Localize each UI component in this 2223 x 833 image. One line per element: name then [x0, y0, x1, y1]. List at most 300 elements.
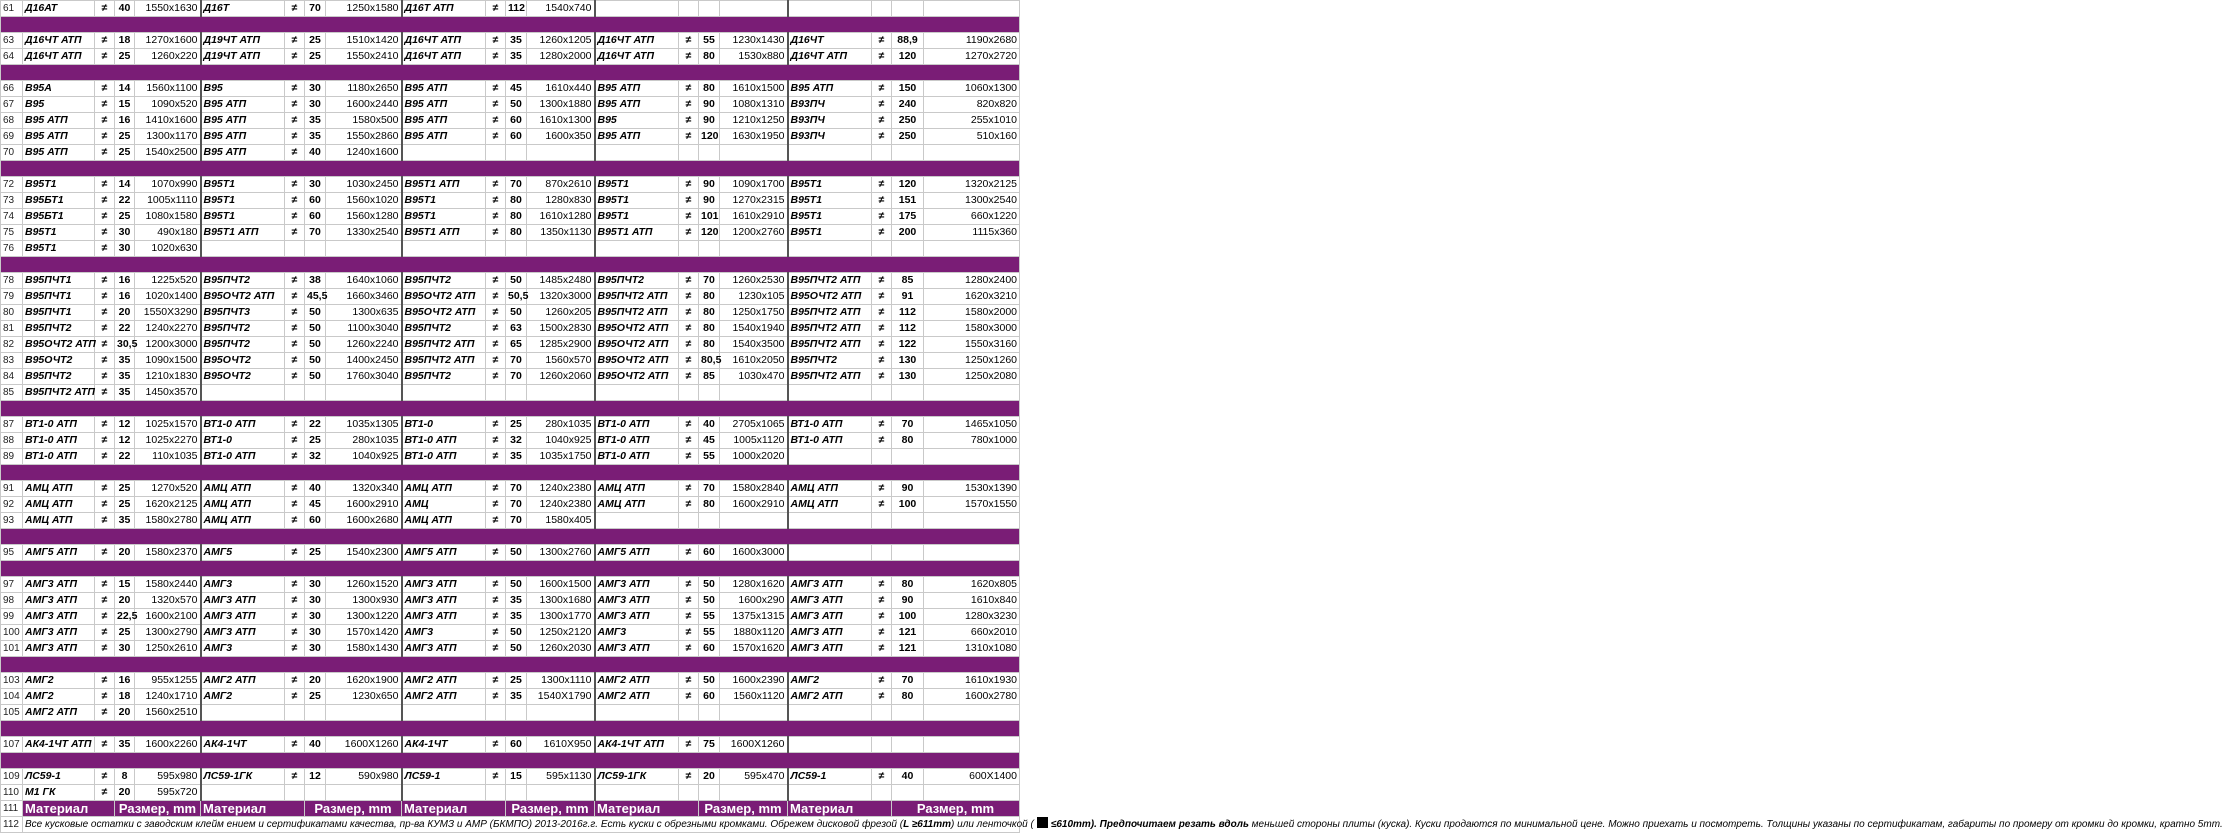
size-cell[interactable]: 1025x2270: [135, 433, 201, 449]
not-equal-sign[interactable]: ≠: [285, 689, 305, 705]
thickness-cell[interactable]: 60: [305, 209, 326, 225]
thickness-cell[interactable]: 112: [892, 305, 924, 321]
material-cell[interactable]: В95: [23, 97, 95, 113]
size-cell[interactable]: 1580x3000: [924, 321, 1020, 337]
thickness-cell[interactable]: 50: [506, 273, 527, 289]
row-number[interactable]: 75: [1, 225, 23, 241]
material-cell[interactable]: Д16ЧТ АТП: [23, 49, 95, 65]
not-equal-sign[interactable]: ≠: [872, 689, 892, 705]
thickness-cell[interactable]: 240: [892, 97, 924, 113]
not-equal-sign[interactable]: ≠: [486, 97, 506, 113]
thickness-cell[interactable]: [305, 785, 326, 801]
size-cell[interactable]: 1540x740: [527, 1, 595, 17]
size-cell[interactable]: 1465x1050: [924, 417, 1020, 433]
material-cell[interactable]: [788, 449, 872, 465]
material-cell[interactable]: АМЦ АТП: [595, 481, 679, 497]
material-cell[interactable]: В95Т1: [23, 241, 95, 257]
not-equal-sign[interactable]: ≠: [285, 225, 305, 241]
not-equal-sign[interactable]: ≠: [679, 417, 699, 433]
thickness-cell[interactable]: 18: [115, 689, 135, 705]
thickness-cell[interactable]: 90: [699, 97, 720, 113]
thickness-cell[interactable]: [305, 705, 326, 721]
thickness-cell[interactable]: [699, 705, 720, 721]
material-cell[interactable]: АМЦ АТП: [23, 497, 95, 513]
row-number[interactable]: 89: [1, 449, 23, 465]
thickness-cell[interactable]: 50: [506, 625, 527, 641]
size-cell[interactable]: [924, 385, 1020, 401]
size-cell[interactable]: 1610x1500: [720, 81, 788, 97]
thickness-cell[interactable]: 85: [699, 369, 720, 385]
material-cell[interactable]: ЛС59-1: [402, 769, 486, 785]
size-cell[interactable]: 1035x1305: [326, 417, 402, 433]
not-equal-sign[interactable]: ≠: [679, 177, 699, 193]
row-number[interactable]: 112: [1, 817, 23, 833]
not-equal-sign[interactable]: [486, 705, 506, 721]
thickness-cell[interactable]: 100: [892, 609, 924, 625]
row-number[interactable]: 111: [1, 801, 23, 817]
thickness-cell[interactable]: 35: [115, 737, 135, 753]
thickness-cell[interactable]: [699, 145, 720, 161]
thickness-cell[interactable]: 100: [892, 497, 924, 513]
thickness-cell[interactable]: 35: [506, 49, 527, 65]
not-equal-sign[interactable]: ≠: [285, 289, 305, 305]
not-equal-sign[interactable]: ≠: [872, 609, 892, 625]
material-cell[interactable]: [788, 785, 872, 801]
size-cell[interactable]: [527, 241, 595, 257]
thickness-cell[interactable]: 22: [305, 417, 326, 433]
material-cell[interactable]: В95ПЧТ3: [201, 305, 285, 321]
thickness-cell[interactable]: 16: [115, 273, 135, 289]
header-size[interactable]: Размер, mm: [699, 801, 788, 817]
thickness-cell[interactable]: 80: [699, 337, 720, 353]
size-cell[interactable]: [720, 385, 788, 401]
not-equal-sign[interactable]: [285, 385, 305, 401]
header-size[interactable]: Размер, mm: [506, 801, 595, 817]
not-equal-sign[interactable]: [486, 785, 506, 801]
material-cell[interactable]: [788, 513, 872, 529]
not-equal-sign[interactable]: ≠: [486, 673, 506, 689]
thickness-cell[interactable]: [506, 145, 527, 161]
not-equal-sign[interactable]: [679, 785, 699, 801]
size-cell[interactable]: 1600x2390: [720, 673, 788, 689]
not-equal-sign[interactable]: ≠: [872, 225, 892, 241]
size-cell[interactable]: 1610x2050: [720, 353, 788, 369]
material-cell[interactable]: [201, 241, 285, 257]
material-cell[interactable]: В95 АТП: [23, 145, 95, 161]
thickness-cell[interactable]: 35: [305, 113, 326, 129]
not-equal-sign[interactable]: ≠: [486, 113, 506, 129]
not-equal-sign[interactable]: ≠: [486, 609, 506, 625]
material-cell[interactable]: [595, 241, 679, 257]
not-equal-sign[interactable]: ≠: [486, 769, 506, 785]
size-cell[interactable]: 1660x3460: [326, 289, 402, 305]
material-cell[interactable]: В95Т1 АТП: [402, 177, 486, 193]
thickness-cell[interactable]: 30: [305, 177, 326, 193]
not-equal-sign[interactable]: ≠: [95, 97, 115, 113]
thickness-cell[interactable]: 122: [892, 337, 924, 353]
size-cell[interactable]: 1280x1620: [720, 577, 788, 593]
material-cell[interactable]: В95: [201, 81, 285, 97]
row-number[interactable]: 73: [1, 193, 23, 209]
thickness-cell[interactable]: 35: [115, 369, 135, 385]
material-cell[interactable]: В95ПЧТ1: [23, 273, 95, 289]
size-cell[interactable]: 1250x2120: [527, 625, 595, 641]
material-cell[interactable]: АМГ2: [201, 689, 285, 705]
size-cell[interactable]: [924, 449, 1020, 465]
material-cell[interactable]: ВТ1-0 АТП: [201, 417, 285, 433]
not-equal-sign[interactable]: ≠: [95, 417, 115, 433]
not-equal-sign[interactable]: ≠: [285, 97, 305, 113]
size-cell[interactable]: 1600x290: [720, 593, 788, 609]
size-cell[interactable]: 1550X3290: [135, 305, 201, 321]
material-cell[interactable]: [402, 705, 486, 721]
size-cell[interactable]: 1030x470: [720, 369, 788, 385]
not-equal-sign[interactable]: ≠: [95, 737, 115, 753]
thickness-cell[interactable]: 90: [699, 113, 720, 129]
thickness-cell[interactable]: 121: [892, 641, 924, 657]
not-equal-sign[interactable]: ≠: [285, 737, 305, 753]
material-cell[interactable]: В95Т1 АТП: [201, 225, 285, 241]
size-cell[interactable]: 1300x1680: [527, 593, 595, 609]
material-cell[interactable]: АМЦ АТП: [201, 497, 285, 513]
material-cell[interactable]: ВТ1-0 АТП: [788, 417, 872, 433]
size-cell[interactable]: 590x980: [326, 769, 402, 785]
thickness-cell[interactable]: 30,5: [115, 337, 135, 353]
size-cell[interactable]: 1570x1620: [720, 641, 788, 657]
thickness-cell[interactable]: 38: [305, 273, 326, 289]
material-cell[interactable]: В95ОЧТ2 АТП: [595, 321, 679, 337]
size-cell[interactable]: 1550x3160: [924, 337, 1020, 353]
not-equal-sign[interactable]: [285, 705, 305, 721]
not-equal-sign[interactable]: [679, 705, 699, 721]
material-cell[interactable]: В95ОЧТ2 АТП: [595, 353, 679, 369]
thickness-cell[interactable]: 50: [305, 337, 326, 353]
size-cell[interactable]: 660x1220: [924, 209, 1020, 225]
thickness-cell[interactable]: 25: [115, 49, 135, 65]
material-cell[interactable]: АМГ3 АТП: [595, 577, 679, 593]
size-cell[interactable]: 1080x1580: [135, 209, 201, 225]
material-cell[interactable]: АМГ3 АТП: [595, 609, 679, 625]
size-cell[interactable]: 1115x360: [924, 225, 1020, 241]
not-equal-sign[interactable]: ≠: [679, 113, 699, 129]
thickness-cell[interactable]: 60: [305, 193, 326, 209]
size-cell[interactable]: 1880x1120: [720, 625, 788, 641]
material-cell[interactable]: [788, 241, 872, 257]
not-equal-sign[interactable]: [872, 785, 892, 801]
size-cell[interactable]: [924, 705, 1020, 721]
not-equal-sign[interactable]: ≠: [486, 545, 506, 561]
not-equal-sign[interactable]: ≠: [679, 545, 699, 561]
thickness-cell[interactable]: 50: [305, 369, 326, 385]
material-cell[interactable]: АМГ3: [201, 641, 285, 657]
not-equal-sign[interactable]: [285, 241, 305, 257]
size-cell[interactable]: 1540x3500: [720, 337, 788, 353]
row-number[interactable]: 92: [1, 497, 23, 513]
thickness-cell[interactable]: 80: [892, 433, 924, 449]
not-equal-sign[interactable]: ≠: [95, 433, 115, 449]
thickness-cell[interactable]: 85: [892, 273, 924, 289]
thickness-cell[interactable]: [892, 545, 924, 561]
not-equal-sign[interactable]: ≠: [95, 225, 115, 241]
thickness-cell[interactable]: 50: [506, 577, 527, 593]
row-number[interactable]: 68: [1, 113, 23, 129]
not-equal-sign[interactable]: ≠: [95, 289, 115, 305]
size-cell[interactable]: 1620x1900: [326, 673, 402, 689]
size-cell[interactable]: 1580x2440: [135, 577, 201, 593]
size-cell[interactable]: 1610x840: [924, 593, 1020, 609]
thickness-cell[interactable]: 250: [892, 113, 924, 129]
material-cell[interactable]: [402, 385, 486, 401]
thickness-cell[interactable]: 35: [506, 593, 527, 609]
not-equal-sign[interactable]: ≠: [679, 49, 699, 65]
thickness-cell[interactable]: 60: [699, 641, 720, 657]
material-cell[interactable]: АМГ2 АТП: [595, 689, 679, 705]
row-number[interactable]: 81: [1, 321, 23, 337]
thickness-cell[interactable]: 20: [305, 673, 326, 689]
not-equal-sign[interactable]: ≠: [872, 81, 892, 97]
not-equal-sign[interactable]: ≠: [679, 225, 699, 241]
material-cell[interactable]: В95Т1: [201, 209, 285, 225]
material-cell[interactable]: ВТ1-0 АТП: [201, 449, 285, 465]
not-equal-sign[interactable]: ≠: [872, 305, 892, 321]
size-cell[interactable]: 1260x2060: [527, 369, 595, 385]
thickness-cell[interactable]: 20: [699, 769, 720, 785]
not-equal-sign[interactable]: ≠: [872, 97, 892, 113]
not-equal-sign[interactable]: ≠: [486, 33, 506, 49]
size-cell[interactable]: 1570x1420: [326, 625, 402, 641]
material-cell[interactable]: В95ОЧТ2 АТП: [402, 305, 486, 321]
material-cell[interactable]: АМГ3 АТП: [788, 593, 872, 609]
not-equal-sign[interactable]: ≠: [285, 113, 305, 129]
thickness-cell[interactable]: 50,5: [506, 289, 527, 305]
not-equal-sign[interactable]: [872, 737, 892, 753]
size-cell[interactable]: 1270x2720: [924, 49, 1020, 65]
not-equal-sign[interactable]: ≠: [872, 369, 892, 385]
not-equal-sign[interactable]: ≠: [679, 433, 699, 449]
not-equal-sign[interactable]: ≠: [872, 177, 892, 193]
not-equal-sign[interactable]: ≠: [486, 369, 506, 385]
thickness-cell[interactable]: 121: [892, 625, 924, 641]
size-cell[interactable]: 1610X950: [527, 737, 595, 753]
material-cell[interactable]: ЛС59-1: [23, 769, 95, 785]
material-cell[interactable]: АМГ2 АТП: [595, 673, 679, 689]
thickness-cell[interactable]: 30: [115, 225, 135, 241]
thickness-cell[interactable]: 15: [115, 97, 135, 113]
size-cell[interactable]: 1610x1930: [924, 673, 1020, 689]
not-equal-sign[interactable]: ≠: [285, 769, 305, 785]
size-cell[interactable]: 1090x520: [135, 97, 201, 113]
header-material[interactable]: Материал: [23, 801, 115, 817]
material-cell[interactable]: [402, 785, 486, 801]
thickness-cell[interactable]: [892, 513, 924, 529]
not-equal-sign[interactable]: ≠: [872, 641, 892, 657]
thickness-cell[interactable]: 12: [115, 433, 135, 449]
row-number[interactable]: 103: [1, 673, 23, 689]
not-equal-sign[interactable]: ≠: [679, 289, 699, 305]
not-equal-sign[interactable]: ≠: [679, 481, 699, 497]
material-cell[interactable]: [788, 737, 872, 753]
size-cell[interactable]: 1600X1260: [326, 737, 402, 753]
not-equal-sign[interactable]: ≠: [679, 193, 699, 209]
material-cell[interactable]: В95Т1: [201, 193, 285, 209]
material-cell[interactable]: АМГ3 АТП: [402, 641, 486, 657]
not-equal-sign[interactable]: ≠: [95, 145, 115, 161]
thickness-cell[interactable]: 80: [892, 689, 924, 705]
thickness-cell[interactable]: [892, 1, 924, 17]
size-cell[interactable]: 1230x650: [326, 689, 402, 705]
not-equal-sign[interactable]: ≠: [679, 625, 699, 641]
not-equal-sign[interactable]: ≠: [486, 225, 506, 241]
size-cell[interactable]: [527, 385, 595, 401]
material-cell[interactable]: В95А: [23, 81, 95, 97]
thickness-cell[interactable]: 70: [506, 497, 527, 513]
material-cell[interactable]: [595, 785, 679, 801]
material-cell[interactable]: АК4-1ЧТ: [201, 737, 285, 753]
not-equal-sign[interactable]: ≠: [95, 705, 115, 721]
row-number[interactable]: 64: [1, 49, 23, 65]
thickness-cell[interactable]: 80: [699, 305, 720, 321]
thickness-cell[interactable]: 25: [305, 33, 326, 49]
thickness-cell[interactable]: 32: [305, 449, 326, 465]
row-number[interactable]: 95: [1, 545, 23, 561]
row-number[interactable]: 98: [1, 593, 23, 609]
thickness-cell[interactable]: 70: [892, 673, 924, 689]
not-equal-sign[interactable]: ≠: [285, 545, 305, 561]
material-cell[interactable]: Д16ЧТ АТП: [788, 49, 872, 65]
thickness-cell[interactable]: 50: [699, 673, 720, 689]
not-equal-sign[interactable]: ≠: [486, 305, 506, 321]
size-cell[interactable]: 1320x3000: [527, 289, 595, 305]
not-equal-sign[interactable]: [679, 241, 699, 257]
size-cell[interactable]: 1320x570: [135, 593, 201, 609]
material-cell[interactable]: АМГ3 АТП: [201, 625, 285, 641]
thickness-cell[interactable]: [699, 513, 720, 529]
thickness-cell[interactable]: 45: [305, 497, 326, 513]
row-number[interactable]: 67: [1, 97, 23, 113]
not-equal-sign[interactable]: ≠: [285, 1, 305, 17]
size-cell[interactable]: [326, 785, 402, 801]
material-cell[interactable]: АМЦ АТП: [788, 481, 872, 497]
thickness-cell[interactable]: 40: [305, 737, 326, 753]
not-equal-sign[interactable]: ≠: [95, 369, 115, 385]
thickness-cell[interactable]: 50: [305, 305, 326, 321]
thickness-cell[interactable]: 35: [115, 385, 135, 401]
size-cell[interactable]: 1300x2760: [527, 545, 595, 561]
thickness-cell[interactable]: 22: [115, 193, 135, 209]
thickness-cell[interactable]: 80: [699, 81, 720, 97]
size-cell[interactable]: 1620x2125: [135, 497, 201, 513]
size-cell[interactable]: 1280x2000: [527, 49, 595, 65]
size-cell[interactable]: 1270x520: [135, 481, 201, 497]
thickness-cell[interactable]: 60: [506, 737, 527, 753]
size-cell[interactable]: 1210x1830: [135, 369, 201, 385]
not-equal-sign[interactable]: ≠: [285, 177, 305, 193]
material-cell[interactable]: [788, 1, 872, 17]
size-cell[interactable]: 1600x2260: [135, 737, 201, 753]
size-cell[interactable]: 1240x2270: [135, 321, 201, 337]
material-cell[interactable]: В95Т1 АТП: [595, 225, 679, 241]
not-equal-sign[interactable]: [872, 705, 892, 721]
material-cell[interactable]: АМЦ АТП: [201, 481, 285, 497]
size-cell[interactable]: 1410x1600: [135, 113, 201, 129]
material-cell[interactable]: В95 АТП: [201, 129, 285, 145]
not-equal-sign[interactable]: ≠: [285, 305, 305, 321]
not-equal-sign[interactable]: ≠: [486, 737, 506, 753]
thickness-cell[interactable]: 80: [506, 225, 527, 241]
size-cell[interactable]: 1030x2450: [326, 177, 402, 193]
header-material[interactable]: Материал: [788, 801, 892, 817]
size-cell[interactable]: 1600x2100: [135, 609, 201, 625]
thickness-cell[interactable]: 35: [506, 609, 527, 625]
size-cell[interactable]: 1260x2030: [527, 641, 595, 657]
not-equal-sign[interactable]: ≠: [679, 305, 699, 321]
thickness-cell[interactable]: 22,5: [115, 609, 135, 625]
material-cell[interactable]: В95: [595, 113, 679, 129]
size-cell[interactable]: 1330x2540: [326, 225, 402, 241]
size-cell[interactable]: 780x1000: [924, 433, 1020, 449]
row-number[interactable]: 110: [1, 785, 23, 801]
size-cell[interactable]: 1320x340: [326, 481, 402, 497]
not-equal-sign[interactable]: ≠: [679, 97, 699, 113]
material-cell[interactable]: АМЦ АТП: [788, 497, 872, 513]
material-cell[interactable]: ВТ1-0 АТП: [402, 449, 486, 465]
not-equal-sign[interactable]: ≠: [486, 177, 506, 193]
size-cell[interactable]: 1240x1710: [135, 689, 201, 705]
size-cell[interactable]: 2705x1065: [720, 417, 788, 433]
not-equal-sign[interactable]: ≠: [679, 353, 699, 369]
material-cell[interactable]: АМГ3 АТП: [201, 593, 285, 609]
not-equal-sign[interactable]: ≠: [679, 449, 699, 465]
size-cell[interactable]: [924, 241, 1020, 257]
thickness-cell[interactable]: 112: [892, 321, 924, 337]
thickness-cell[interactable]: 40: [305, 145, 326, 161]
material-cell[interactable]: АМЦ АТП: [595, 497, 679, 513]
size-cell[interactable]: 1000x2020: [720, 449, 788, 465]
size-cell[interactable]: 1320x2125: [924, 177, 1020, 193]
material-cell[interactable]: [595, 1, 679, 17]
not-equal-sign[interactable]: [679, 385, 699, 401]
not-equal-sign[interactable]: ≠: [679, 737, 699, 753]
material-cell[interactable]: В95ПЧТ2: [201, 321, 285, 337]
not-equal-sign[interactable]: ≠: [95, 49, 115, 65]
size-cell[interactable]: 280x1035: [326, 433, 402, 449]
material-cell[interactable]: Д16АТ: [23, 1, 95, 17]
size-cell[interactable]: 1600x350: [527, 129, 595, 145]
material-cell[interactable]: ВТ1-0 АТП: [595, 417, 679, 433]
size-cell[interactable]: 1310x1080: [924, 641, 1020, 657]
size-cell[interactable]: 1500x2830: [527, 321, 595, 337]
row-number[interactable]: 63: [1, 33, 23, 49]
material-cell[interactable]: АМГ5 АТП: [595, 545, 679, 561]
material-cell[interactable]: В95 АТП: [402, 129, 486, 145]
thickness-cell[interactable]: 80: [506, 209, 527, 225]
not-equal-sign[interactable]: ≠: [679, 81, 699, 97]
material-cell[interactable]: АМГ3 АТП: [788, 577, 872, 593]
size-cell[interactable]: 1040x925: [326, 449, 402, 465]
material-cell[interactable]: В95Т1: [595, 193, 679, 209]
not-equal-sign[interactable]: ≠: [679, 209, 699, 225]
not-equal-sign[interactable]: ≠: [486, 209, 506, 225]
material-cell[interactable]: В95ПЧТ2 АТП: [595, 289, 679, 305]
not-equal-sign[interactable]: ≠: [679, 641, 699, 657]
material-cell[interactable]: В95ОЧТ2: [23, 353, 95, 369]
not-equal-sign[interactable]: ≠: [285, 609, 305, 625]
size-cell[interactable]: 1550x2860: [326, 129, 402, 145]
not-equal-sign[interactable]: ≠: [95, 353, 115, 369]
not-equal-sign[interactable]: ≠: [95, 449, 115, 465]
row-number[interactable]: 79: [1, 289, 23, 305]
thickness-cell[interactable]: 22: [115, 321, 135, 337]
